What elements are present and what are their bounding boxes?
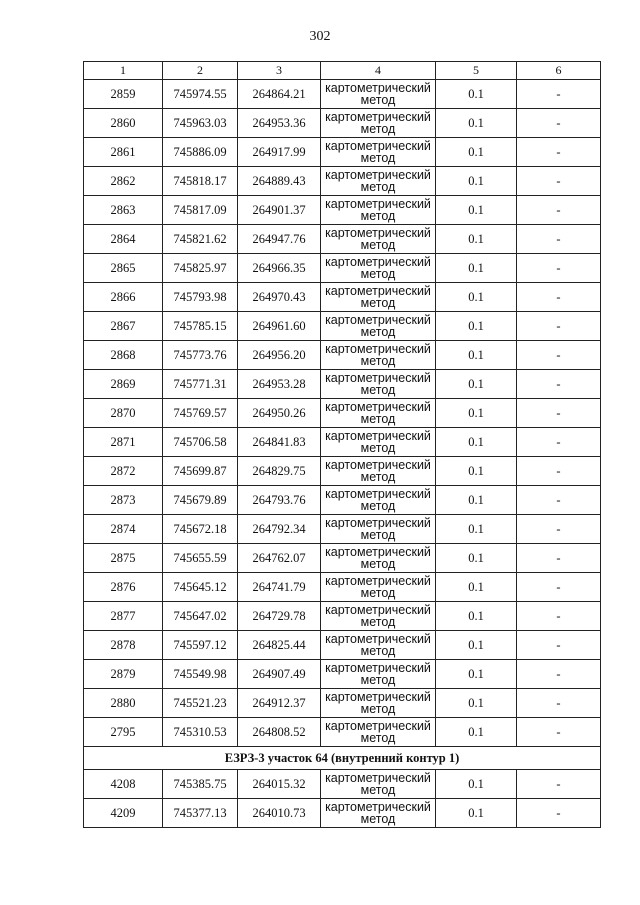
method-cell: картометрический метод: [321, 254, 436, 283]
method-cell: картометрический метод: [321, 631, 436, 660]
note-cell: -: [517, 225, 601, 254]
table-row: [84, 573, 601, 602]
x-coordinate-cell: 745818.17: [163, 167, 238, 196]
error-cell: 0.1: [436, 254, 517, 283]
table-row: [84, 515, 601, 544]
method-cell: картометрический метод: [321, 689, 436, 718]
error-cell: 0.1: [436, 660, 517, 689]
note-cell: -: [517, 544, 601, 573]
y-coordinate-cell: 264961.60: [238, 312, 321, 341]
note-cell: -: [517, 689, 601, 718]
point-number-cell: 2868: [84, 341, 163, 370]
error-cell: 0.1: [436, 718, 517, 747]
table-row: [84, 660, 601, 689]
y-coordinate-cell: 264793.76: [238, 486, 321, 515]
error-cell: 0.1: [436, 225, 517, 254]
x-coordinate-cell: 745769.57: [163, 399, 238, 428]
method-cell: картометрический метод: [321, 196, 436, 225]
x-coordinate-cell: 745679.89: [163, 486, 238, 515]
y-coordinate-cell: 264947.76: [238, 225, 321, 254]
note-cell: -: [517, 370, 601, 399]
table-row: [84, 689, 601, 718]
method-cell: картометрический метод: [321, 544, 436, 573]
x-coordinate-cell: 745549.98: [163, 660, 238, 689]
error-cell: 0.1: [436, 428, 517, 457]
note-cell: -: [517, 799, 601, 828]
table-row: [84, 602, 601, 631]
note-cell: -: [517, 602, 601, 631]
point-number-cell: 2866: [84, 283, 163, 312]
y-coordinate-cell: 264950.26: [238, 399, 321, 428]
y-coordinate-cell: 264889.43: [238, 167, 321, 196]
error-cell: 0.1: [436, 399, 517, 428]
table-row: [84, 341, 601, 370]
y-coordinate-cell: 264864.21: [238, 80, 321, 109]
error-cell: 0.1: [436, 167, 517, 196]
method-cell: картометрический метод: [321, 718, 436, 747]
y-coordinate-cell: 264956.20: [238, 341, 321, 370]
section-row: [84, 747, 601, 770]
table-row: [84, 799, 601, 828]
table-header-row: [84, 62, 601, 80]
x-coordinate-cell: 745771.31: [163, 370, 238, 399]
coordinates-table: [83, 61, 601, 828]
note-cell: -: [517, 718, 601, 747]
x-coordinate-cell: 745886.09: [163, 138, 238, 167]
point-number-cell: 2876: [84, 573, 163, 602]
column-header: 2: [163, 62, 238, 80]
method-cell: картометрический метод: [321, 486, 436, 515]
y-coordinate-cell: 264966.35: [238, 254, 321, 283]
x-coordinate-cell: 745672.18: [163, 515, 238, 544]
method-cell: картометрический метод: [321, 799, 436, 828]
table-row: [84, 225, 601, 254]
y-coordinate-cell: 264825.44: [238, 631, 321, 660]
table-row: [84, 254, 601, 283]
x-coordinate-cell: 745974.55: [163, 80, 238, 109]
y-coordinate-cell: 264808.52: [238, 718, 321, 747]
method-cell: картометрический метод: [321, 370, 436, 399]
error-cell: 0.1: [436, 689, 517, 718]
column-header: 3: [238, 62, 321, 80]
error-cell: 0.1: [436, 109, 517, 138]
point-number-cell: 4208: [84, 770, 163, 799]
y-coordinate-cell: 264841.83: [238, 428, 321, 457]
y-coordinate-cell: 264917.99: [238, 138, 321, 167]
x-coordinate-cell: 745706.58: [163, 428, 238, 457]
note-cell: -: [517, 428, 601, 457]
table-row: [84, 631, 601, 660]
point-number-cell: 2867: [84, 312, 163, 341]
section-title: ЕЗРЗ-3 участок 64 (внутренний контур 1): [84, 747, 601, 770]
point-number-cell: 2871: [84, 428, 163, 457]
note-cell: -: [517, 486, 601, 515]
y-coordinate-cell: 264912.37: [238, 689, 321, 718]
note-cell: -: [517, 80, 601, 109]
y-coordinate-cell: 264015.32: [238, 770, 321, 799]
column-header: 4: [321, 62, 436, 80]
note-cell: -: [517, 312, 601, 341]
x-coordinate-cell: 745785.15: [163, 312, 238, 341]
x-coordinate-cell: 745377.13: [163, 799, 238, 828]
note-cell: -: [517, 167, 601, 196]
x-coordinate-cell: 745699.87: [163, 457, 238, 486]
y-coordinate-cell: 264953.36: [238, 109, 321, 138]
point-number-cell: 2860: [84, 109, 163, 138]
method-cell: картометрический метод: [321, 80, 436, 109]
error-cell: 0.1: [436, 770, 517, 799]
column-header: 6: [517, 62, 601, 80]
table-row: [84, 138, 601, 167]
table-row: [84, 80, 601, 109]
method-cell: картометрический метод: [321, 225, 436, 254]
y-coordinate-cell: 264762.07: [238, 544, 321, 573]
method-cell: картометрический метод: [321, 138, 436, 167]
point-number-cell: 2878: [84, 631, 163, 660]
point-number-cell: 2863: [84, 196, 163, 225]
error-cell: 0.1: [436, 283, 517, 312]
point-number-cell: 2873: [84, 486, 163, 515]
x-coordinate-cell: 745521.23: [163, 689, 238, 718]
y-coordinate-cell: 264953.28: [238, 370, 321, 399]
table-row: [84, 167, 601, 196]
x-coordinate-cell: 745963.03: [163, 109, 238, 138]
method-cell: картометрический метод: [321, 312, 436, 341]
point-number-cell: 2859: [84, 80, 163, 109]
note-cell: -: [517, 254, 601, 283]
point-number-cell: 2872: [84, 457, 163, 486]
table-row: [84, 457, 601, 486]
error-cell: 0.1: [436, 631, 517, 660]
method-cell: картометрический метод: [321, 167, 436, 196]
x-coordinate-cell: 745825.97: [163, 254, 238, 283]
note-cell: -: [517, 770, 601, 799]
y-coordinate-cell: 264010.73: [238, 799, 321, 828]
note-cell: -: [517, 196, 601, 225]
point-number-cell: 2862: [84, 167, 163, 196]
method-cell: картометрический метод: [321, 341, 436, 370]
column-header: 1: [84, 62, 163, 80]
x-coordinate-cell: 745597.12: [163, 631, 238, 660]
point-number-cell: 2877: [84, 602, 163, 631]
y-coordinate-cell: 264792.34: [238, 515, 321, 544]
method-cell: картометрический метод: [321, 515, 436, 544]
method-cell: картометрический метод: [321, 428, 436, 457]
table-row: [84, 399, 601, 428]
point-number-cell: 2875: [84, 544, 163, 573]
note-cell: -: [517, 341, 601, 370]
x-coordinate-cell: 745310.53: [163, 718, 238, 747]
table-row: [84, 109, 601, 138]
table-row: [84, 283, 601, 312]
y-coordinate-cell: 264829.75: [238, 457, 321, 486]
x-coordinate-cell: 745773.76: [163, 341, 238, 370]
y-coordinate-cell: 264907.49: [238, 660, 321, 689]
table-row: [84, 196, 601, 225]
error-cell: 0.1: [436, 799, 517, 828]
error-cell: 0.1: [436, 196, 517, 225]
note-cell: -: [517, 399, 601, 428]
x-coordinate-cell: 745793.98: [163, 283, 238, 312]
error-cell: 0.1: [436, 573, 517, 602]
point-number-cell: 2874: [84, 515, 163, 544]
method-cell: картометрический метод: [321, 602, 436, 631]
error-cell: 0.1: [436, 602, 517, 631]
point-number-cell: 2865: [84, 254, 163, 283]
y-coordinate-cell: 264970.43: [238, 283, 321, 312]
error-cell: 0.1: [436, 486, 517, 515]
error-cell: 0.1: [436, 370, 517, 399]
y-coordinate-cell: 264729.78: [238, 602, 321, 631]
method-cell: картометрический метод: [321, 770, 436, 799]
note-cell: -: [517, 109, 601, 138]
error-cell: 0.1: [436, 312, 517, 341]
error-cell: 0.1: [436, 515, 517, 544]
x-coordinate-cell: 745647.02: [163, 602, 238, 631]
method-cell: картометрический метод: [321, 573, 436, 602]
x-coordinate-cell: 745645.12: [163, 573, 238, 602]
y-coordinate-cell: 264741.79: [238, 573, 321, 602]
point-number-cell: 2869: [84, 370, 163, 399]
table-row: [84, 428, 601, 457]
point-number-cell: 2795: [84, 718, 163, 747]
point-number-cell: 2870: [84, 399, 163, 428]
y-coordinate-cell: 264901.37: [238, 196, 321, 225]
x-coordinate-cell: 745821.62: [163, 225, 238, 254]
table-row: [84, 486, 601, 515]
point-number-cell: 2880: [84, 689, 163, 718]
x-coordinate-cell: 745655.59: [163, 544, 238, 573]
column-header: 5: [436, 62, 517, 80]
note-cell: -: [517, 515, 601, 544]
table-row: [84, 370, 601, 399]
error-cell: 0.1: [436, 457, 517, 486]
x-coordinate-cell: 745385.75: [163, 770, 238, 799]
error-cell: 0.1: [436, 138, 517, 167]
note-cell: -: [517, 457, 601, 486]
x-coordinate-cell: 745817.09: [163, 196, 238, 225]
table-row: [84, 718, 601, 747]
method-cell: картометрический метод: [321, 399, 436, 428]
table-row: [84, 770, 601, 799]
error-cell: 0.1: [436, 341, 517, 370]
point-number-cell: 2879: [84, 660, 163, 689]
table-row: [84, 312, 601, 341]
point-number-cell: 2864: [84, 225, 163, 254]
error-cell: 0.1: [436, 544, 517, 573]
method-cell: картометрический метод: [321, 660, 436, 689]
note-cell: -: [517, 631, 601, 660]
method-cell: картометрический метод: [321, 283, 436, 312]
page-number: 302: [309, 29, 331, 44]
note-cell: -: [517, 283, 601, 312]
note-cell: -: [517, 660, 601, 689]
method-cell: картометрический метод: [321, 109, 436, 138]
table-row: [84, 544, 601, 573]
point-number-cell: 4209: [84, 799, 163, 828]
note-cell: -: [517, 573, 601, 602]
note-cell: -: [517, 138, 601, 167]
point-number-cell: 2861: [84, 138, 163, 167]
method-cell: картометрический метод: [321, 457, 436, 486]
error-cell: 0.1: [436, 80, 517, 109]
